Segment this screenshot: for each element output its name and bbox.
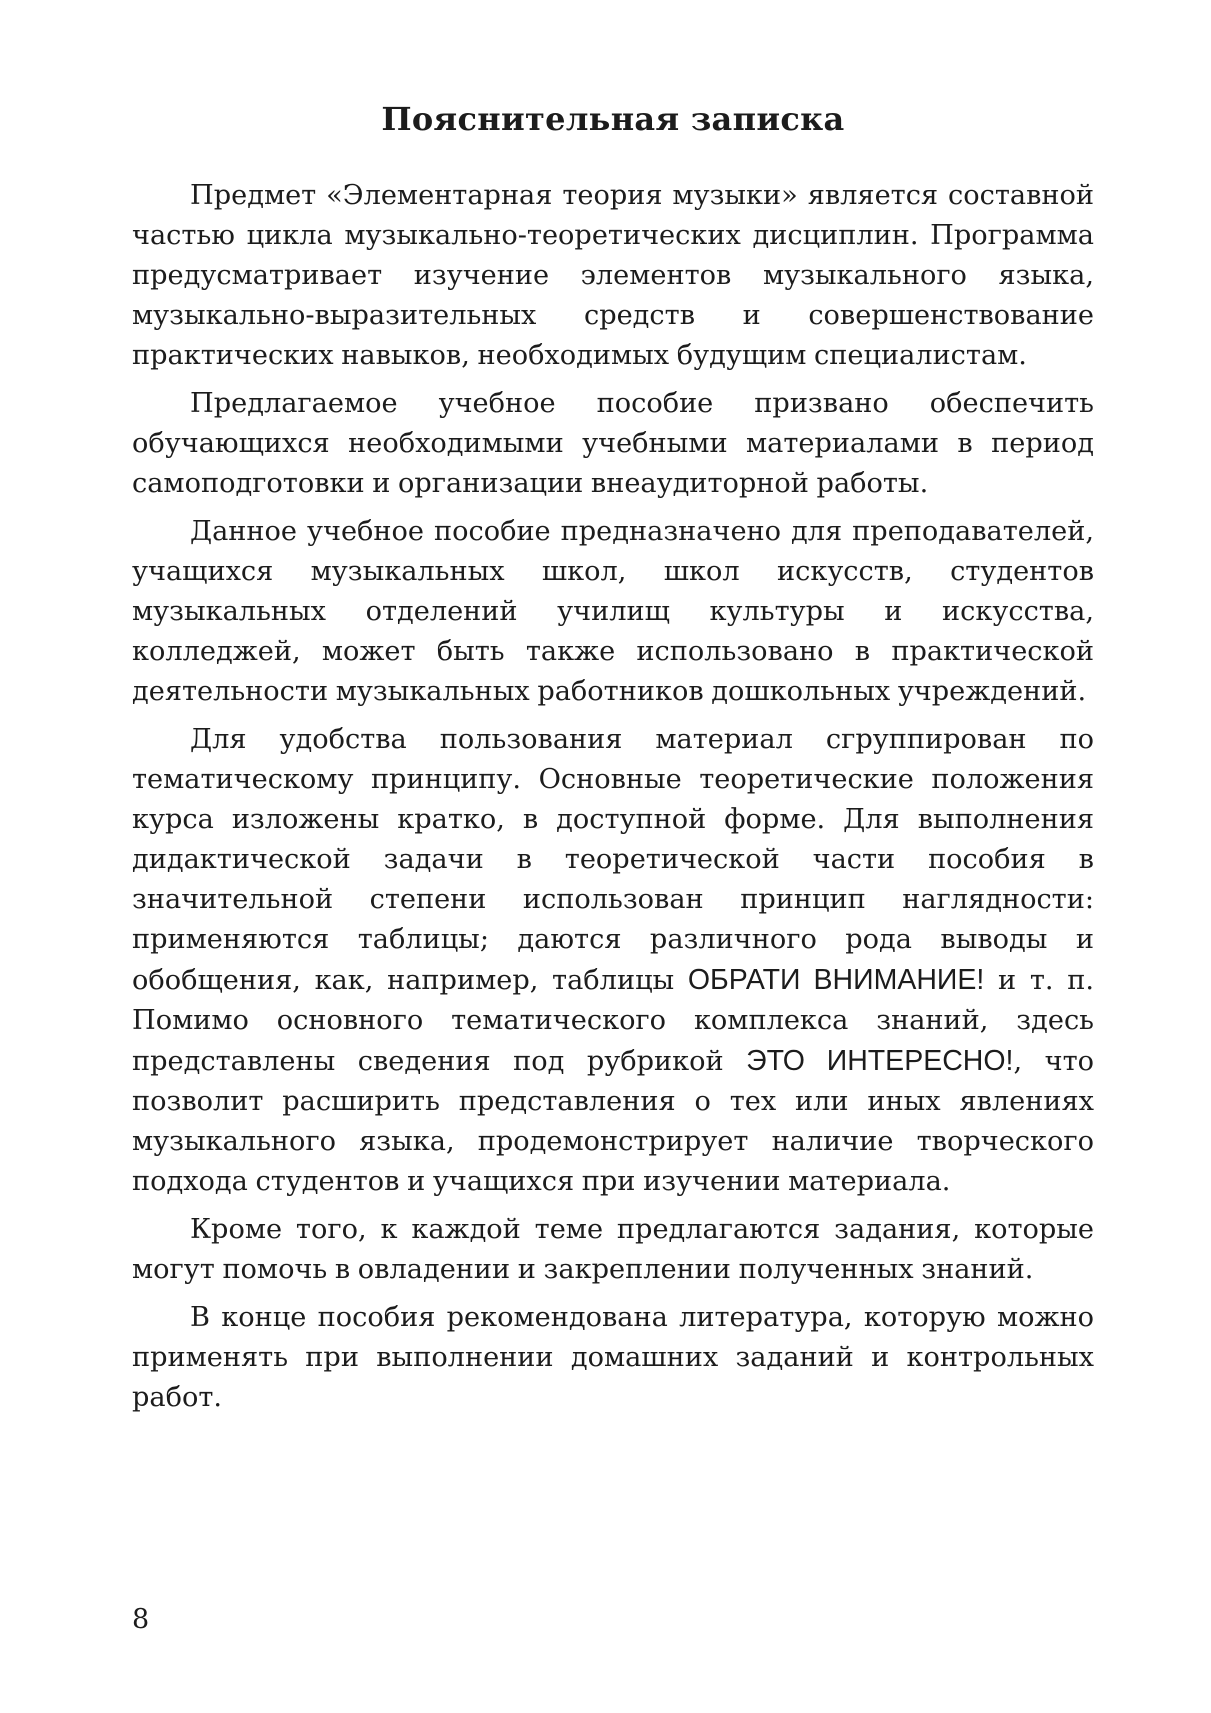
paragraph-manual-purpose: Предлагаемое учебное пособие призвано обеспечить обучающихся необходимыми учебными материалами в период самоподготовки и организации внеаудиторной работы. bbox=[132, 388, 1094, 499]
paragraph-structure-text-2: и т. п. Помимо основного тематического комплекса знаний, здесь представлены сведения под рубрикой bbox=[132, 965, 1095, 1077]
paragraph-assignments: Кроме того, к каждой теме предлагаются задания, которые могут помочь в овладении и закреплении полученных знаний. bbox=[132, 1214, 1094, 1285]
paragraph-structure bbox=[132, 720, 1094, 1202]
rubric-attention: ОБРАТИ ВНИМАНИЕ! bbox=[687, 964, 985, 996]
paragraph-structure-text-3: , что позволит расширить представления о тех или иных явлениях музыкального языка, продемонстрирует наличие творческого подхода студентов и учащихся при изучении материала. bbox=[132, 1046, 1095, 1197]
page-number: 8 bbox=[132, 1604, 150, 1635]
paragraph-literature: В конце пособия рекомендована литература, которую можно применять при выполнении домашних заданий и контрольных работ. bbox=[132, 1302, 1094, 1413]
page-title: Пояснительная записка bbox=[381, 100, 845, 138]
rubric-interesting: ЭТО ИНТЕРЕСНО! bbox=[746, 1045, 1014, 1077]
paragraph-subject-intro: Предмет «Элементарная теория музыки» является составной частью цикла музыкально-теоретических дисциплин. Программа предусматривает изучение элементов музыкального языка, музыкально-выразительных средств и совершенствование практических навыков, необходимых будущим специалистам. bbox=[132, 180, 1094, 371]
paragraph-structure-text-1: Для удобства пользования материал сгруппирован по тематическому принципу. Основные теоретические положения курса изложены кратко, в доступной форме. Для выполнения дидактической задачи в теоретической части пособия в значительной степени использован принцип наглядности: применяются таблицы; даются различного рода выводы и обобщения, как, например, таблицы bbox=[132, 724, 1094, 996]
page-content bbox=[132, 100, 1094, 1426]
paragraph-target-audience: Данное учебное пособие предназначено для преподавателей, учащихся музыкальных школ, школ искусств, студентов музыкальных отделений училищ культуры и искусства, колледжей, может быть также использовано в практической деятельности музыкальных работников дошкольных учреждений. bbox=[132, 516, 1094, 707]
